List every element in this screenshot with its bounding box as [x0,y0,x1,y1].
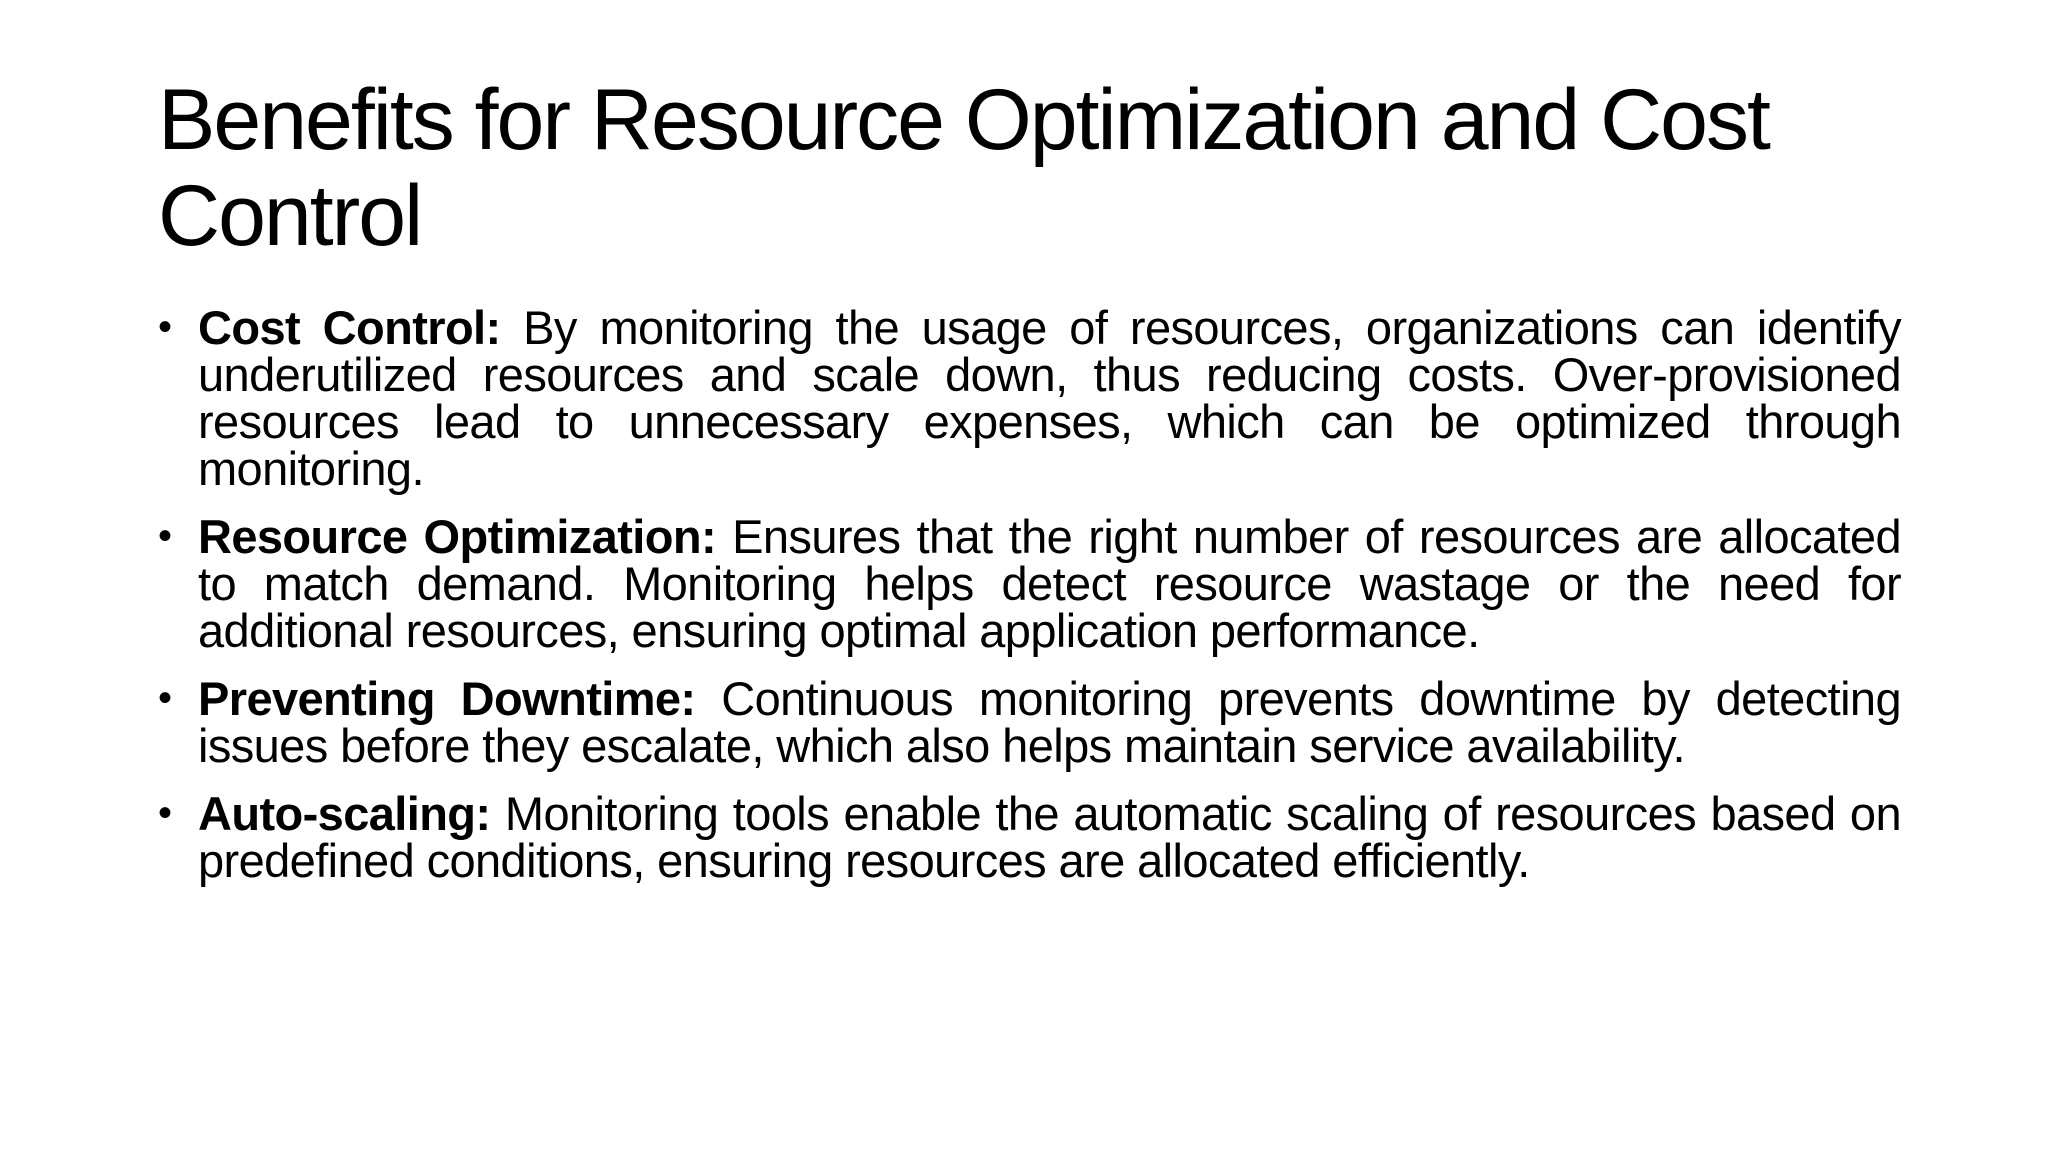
bullet-term: Preventing Downtime: [198,672,696,725]
bullet-term: Resource Optimization: [198,510,716,563]
bullet-list [158,301,1902,905]
bullet-preventing-downtime [158,672,1901,772]
bullet-dot-icon: • [158,305,172,349]
bullet-text: Monitoring tools enable the automatic scaling of resources based on predefined conditions, ensuring resources are allocated efficiently. [198,787,1901,887]
bullet-text: By monitoring the usage of resources, organizations can identify underutilized resources and scale down, thus reducing costs. Over-provisioned resources lead to unnecessary expenses, which can be optimized through monitoring. [198,301,1901,495]
bullet-dot-icon: • [158,791,172,835]
bullet-auto-scaling [158,787,1901,887]
slide-title: Benefits for Resource Optimization and Cost Control [158,72,1769,264]
bullet-resource-optimization [158,510,1902,657]
bullet-text: Ensures that the right number of resources are allocated to match demand. Monitoring helps detect resource wastage or the need for additional resources, ensuring optimal application performance. [198,510,1902,657]
bullet-term: Cost Control: [198,301,501,354]
bullet-dot-icon: • [158,676,172,720]
bullet-text: Continuous monitoring prevents downtime by detecting issues before they escalate, which also helps maintain service availability. [198,672,1901,772]
bullet-dot-icon: • [158,514,172,558]
bullet-term: Auto-scaling: [198,787,491,840]
bullet-cost-control [158,301,1901,495]
